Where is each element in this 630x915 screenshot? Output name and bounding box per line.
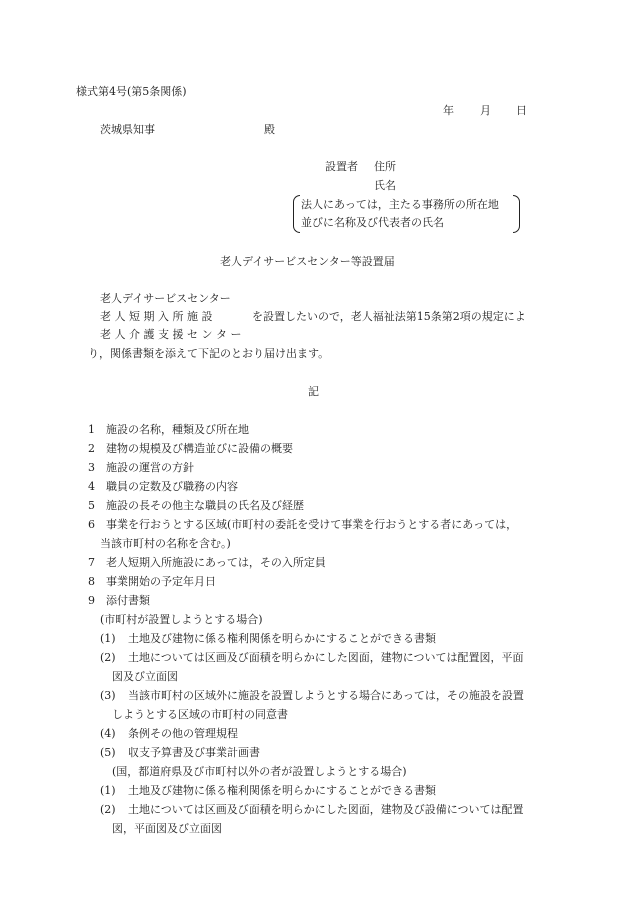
- corporate-note-line1: 法人にあっては，主たる事務所の所在地: [301, 198, 499, 211]
- item-text: 添付書類: [106, 594, 150, 607]
- item-number: 1: [88, 423, 95, 436]
- facility-option-3: 老 人 介 護 支 援 セ ン タ ー: [100, 328, 242, 341]
- doc-number: (1): [100, 632, 116, 645]
- doc-number: (1): [100, 784, 116, 797]
- doc-number: (3): [100, 689, 116, 702]
- ki-heading: 記: [308, 385, 319, 398]
- item-number: 7: [88, 556, 95, 569]
- doc-number: (2): [100, 803, 116, 816]
- item-text: 建物の規模及び構造並びに設備の概要: [106, 442, 293, 455]
- item-number: 6: [88, 518, 95, 531]
- doc-number: (2): [100, 651, 116, 664]
- doc-text: 収支予算書及び事業計画書: [128, 746, 260, 759]
- doc-text: 当該市町村の区域外に施設を設置しようとする場合にあっては，その施設を設置: [128, 689, 524, 702]
- item-text: 老人短期入所施設にあっては，その入所定員: [106, 556, 326, 569]
- doc-text: 土地については区画及び面積を明らかにした図面，建物及び設備については配置: [128, 803, 524, 816]
- municipal-heading: (市町村が設置しようとする場合): [100, 613, 263, 626]
- item-text: 事業を行おうとする区域(市町村の委託を受けて事業を行おうとする者にあっては，: [106, 518, 518, 531]
- item-number: 9: [88, 594, 95, 607]
- item-number: 5: [88, 499, 95, 512]
- other-heading: (国，都道府県及び市町村以外の者が設置しようとする場合): [112, 765, 407, 778]
- date-month-label: 月: [480, 104, 491, 117]
- item-text: 職員の定数及び職務の内容: [106, 480, 238, 493]
- date-year-label: 年: [443, 104, 454, 117]
- note-bracket-right: [513, 195, 520, 233]
- doc-text-continued: 図及び立面図: [112, 670, 178, 683]
- form-number: 様式第4号(第5条関係): [76, 85, 187, 98]
- item-text: 施設の名称，種類及び所在地: [106, 423, 249, 436]
- item-number: 2: [88, 442, 95, 455]
- facility-option-1: 老人デイサービスセンター: [100, 292, 231, 305]
- doc-text: 土地及び建物に係る権利関係を明らかにすることができる書類: [128, 632, 436, 645]
- item-text: 施設の運営の方針: [106, 461, 194, 474]
- item-number: 4: [88, 480, 95, 493]
- item-text-continued: 当該市町村の名称を含む。): [100, 537, 231, 550]
- document-title: 老人デイサービスセンター等設置届: [220, 255, 395, 268]
- doc-number: (4): [100, 727, 116, 740]
- doc-number: (5): [100, 746, 116, 759]
- doc-text-continued: 図，平面図及び立面図: [112, 822, 222, 835]
- name-label: 氏名: [374, 179, 396, 192]
- item-text: 事業開始の予定年月日: [106, 575, 216, 588]
- applicant-role: 設置者: [325, 160, 358, 173]
- intro-text-continued: り，関係書類を添えて下記のとおり届け出ます。: [88, 347, 330, 360]
- doc-text: 土地については区画及び面積を明らかにした図面，建物については配置図，平面: [128, 651, 524, 664]
- date-day-label: 日: [516, 104, 527, 117]
- addressee-name: 茨城県知事: [100, 123, 155, 136]
- address-label: 住所: [374, 160, 396, 173]
- doc-text-continued: しようとする区域の市町村の同意書: [112, 708, 288, 721]
- intro-text: を設置したいので，老人福祉法第15条第2項の規定によ: [252, 310, 526, 323]
- doc-text: 土地及び建物に係る権利関係を明らかにすることができる書類: [128, 784, 436, 797]
- note-bracket-left: [293, 195, 300, 233]
- item-number: 8: [88, 575, 95, 588]
- addressee-honorific: 殿: [264, 123, 275, 136]
- corporate-note-line2: 並びに名称及び代表者の氏名: [301, 216, 444, 229]
- doc-text: 条例その他の管理規程: [128, 727, 238, 740]
- item-text: 施設の長その他主な職員の氏名及び経歴: [106, 499, 304, 512]
- facility-option-2: 老 人 短 期 入 所 施 設: [100, 310, 213, 323]
- item-number: 3: [88, 461, 95, 474]
